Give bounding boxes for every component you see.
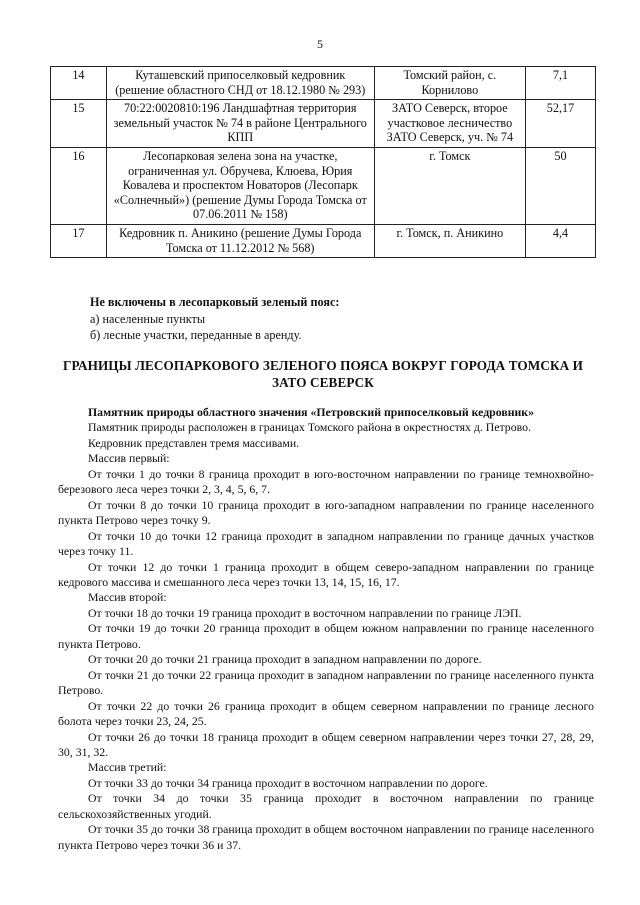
paragraph: От точки 8 до точки 10 граница проходит в юго-западном направлении по границе населенного пункта Петрово через точку 9. [58, 497, 594, 528]
paragraph: От точки 22 до точки 26 граница проходит в общем северном направлении по границе лесного болота через точки 23, 24, 25. [58, 698, 594, 729]
row-location: г. Томск [374, 147, 525, 224]
paragraph-title: Памятник природы областного значения «Петровский припоселковый кедровник» [88, 405, 535, 419]
paragraph: От точки 33 до точки 34 граница проходит в восточном направлении по дороге. [88, 775, 488, 790]
paragraph: От точки 19 до точки 20 граница проходит в общем южном направлении по границе населенного пункта Петрово. [58, 621, 594, 651]
row-name: Лесопарковая зелена зона на участке, ограниченная ул. Обручева, Клюева, Юрия Ковалева и проспектом Новаторов (Лесопарк «Солнечный») (решение Думы Города Томска от 07.06.2011 № 158) [106, 147, 374, 224]
page-number: 5 [317, 37, 323, 51]
row-area: 50 [525, 147, 595, 224]
row-area: 7,1 [525, 67, 595, 100]
row-name: Куташевский припоселковый кедровник (решение областного СНД от 18.12.1980 № 293) [106, 67, 374, 100]
row-number: 15 [51, 100, 107, 148]
row-number: 14 [51, 67, 107, 100]
row-number: 17 [51, 224, 107, 257]
excluded-title: Не включены в лесопарковый зеленый пояс: [90, 295, 340, 309]
row-area: 52,17 [525, 100, 595, 148]
table-row [51, 67, 596, 100]
row-location: Томский район, с. Корнилово [374, 67, 525, 100]
row-name: 70:22:0020810:196 Ландшафтная территория земельный участок № 74 в районе Центрального КПП [106, 100, 374, 148]
body-text [58, 405, 594, 853]
excluded-list [90, 294, 600, 344]
paragraph: Массив второй: [88, 590, 167, 605]
table-row [51, 100, 596, 148]
areas-table [50, 66, 596, 258]
paragraph: От точки 10 до точки 12 граница проходит в западном направлении по границе дачных участков через точку 11. [58, 528, 594, 559]
row-name: Кедровник п. Аникино (решение Думы Города Томска от 11.12.2012 № 568) [106, 224, 374, 257]
table-row [51, 147, 596, 224]
paragraph: От точки 18 до точки 19 граница проходит в восточном направлении по границе ЛЭП. [88, 605, 522, 620]
paragraph: От точки 34 до точки 35 граница проходит в восточном направлении по границе сельскохозяйственных угодий. [58, 791, 594, 821]
row-number: 16 [51, 147, 107, 224]
paragraph: Памятник природы расположен в границах Томского района в окрестностях д. Петрово. [88, 420, 531, 435]
paragraph: Массив первый: [88, 451, 170, 466]
row-area: 4,4 [525, 224, 595, 257]
paragraph: От точки 35 до точки 38 граница проходит в общем восточном направлении по границе населенного пункта Петрово через точки 36 и 37. [58, 822, 594, 852]
paragraph: Кедровник представлен тремя массивами. [88, 435, 300, 450]
paragraph: От точки 1 до точки 8 граница проходит в юго-восточном направлении по границе темнохвойно-березового леса через точки 2, 3, 4, 5, 6, 7. [58, 466, 594, 497]
table-row [51, 224, 596, 257]
excluded-item: б) лесные участки, переданные в аренду. [90, 328, 302, 342]
paragraph: Массив третий: [88, 760, 167, 775]
paragraph: От точки 12 до точки 1 граница проходит в общем северо-западном направлении по границе кедрового массива и смешанного леса через точки 13, 14, 15, 16, 17. [58, 559, 594, 589]
section-heading: ГРАНИЦЫ ЛЕСОПАРКОВОГО ЗЕЛЕНОГО ПОЯСА ВОКРУГ ГОРОДА ТОМСКА И ЗАТО СЕВЕРСК [63, 358, 583, 390]
row-location: ЗАТО Северск, второе участковое лесничество ЗАТО Северск, уч. № 74 [374, 100, 525, 148]
paragraph: От точки 20 до точки 21 граница проходит в западном направлении по дороге. [88, 652, 482, 667]
row-location: г. Томск, п. Аникино [374, 224, 525, 257]
paragraph: От точки 26 до точки 18 граница проходит в общем северном направлении через точки 27, 28, 29, 30, 31, 32. [58, 729, 594, 759]
paragraph: От точки 21 до точки 22 граница проходит в западном направлении по границе населенного пункта Петрово. [58, 667, 594, 698]
excluded-item: а) населенные пункты [90, 311, 206, 326]
